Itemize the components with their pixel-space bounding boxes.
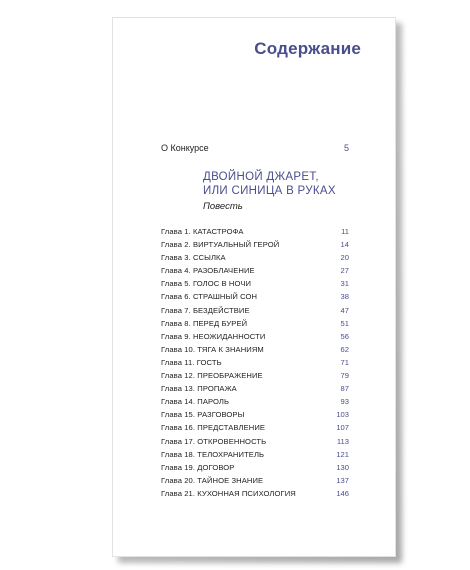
- chapter-list: [161, 227, 349, 502]
- chapter-page: 103: [336, 410, 349, 420]
- chapter-entry[interactable]: [161, 410, 349, 423]
- chapter-label: Глава 14. ПАРОЛЬ: [161, 397, 230, 407]
- chapter-label: Глава 18. ТЕЛОХРАНИТЕЛЬ: [161, 449, 265, 459]
- chapter-label: Глава 6. СТРАШНЫЙ СОН: [161, 292, 258, 302]
- chapter-page: 51: [340, 318, 349, 328]
- chapter-label: Глава 3. ССЫЛКА: [161, 253, 226, 263]
- chapter-entry[interactable]: [161, 384, 349, 397]
- chapter-label: Глава 15. РАЗГОВОРЫ: [161, 410, 245, 420]
- chapter-entry[interactable]: [161, 358, 349, 371]
- chapter-entry[interactable]: [161, 397, 349, 410]
- page-title: Содержание: [254, 39, 361, 58]
- chapter-entry[interactable]: [161, 240, 349, 253]
- story-title: [203, 170, 336, 198]
- chapter-page: 62: [340, 344, 349, 354]
- chapter-page: 56: [340, 331, 349, 341]
- chapter-entry[interactable]: [161, 279, 349, 292]
- chapter-entry[interactable]: [161, 371, 349, 384]
- story-title-line: ИЛИ СИНИЦА В РУКАХ: [203, 185, 336, 197]
- chapter-label: Глава 16. ПРЕДСТАВЛЕНИЕ: [161, 423, 266, 433]
- chapter-page: 87: [340, 384, 349, 394]
- chapter-label: Глава 17. ОТКРОВЕННОСТЬ: [161, 436, 267, 446]
- chapter-entry[interactable]: [161, 319, 349, 332]
- chapter-page: 93: [340, 397, 349, 407]
- chapter-entry[interactable]: [161, 332, 349, 345]
- chapter-label: Глава 2. ВИРТУАЛЬНЫЙ ГЕРОЙ: [161, 240, 280, 250]
- chapter-label: Глава 19. ДОГОВОР: [161, 462, 235, 472]
- chapter-label: Глава 9. НЕОЖИДАННОСТИ: [161, 331, 266, 341]
- chapter-page: 130: [336, 462, 349, 472]
- toc-entry-intro[interactable]: [161, 143, 349, 153]
- chapter-entry[interactable]: [161, 423, 349, 436]
- chapter-entry[interactable]: [161, 306, 349, 319]
- chapter-page: 79: [340, 371, 349, 381]
- chapter-label: Глава 1. КАТАСТРОФА: [161, 227, 244, 236]
- toc-entry-label: О Конкурсе: [161, 143, 209, 153]
- chapter-entry[interactable]: [161, 345, 349, 358]
- chapter-label: Глава 11. ГОСТЬ: [161, 357, 222, 367]
- chapter-label: Глава 5. ГОЛОС В НОЧИ: [161, 279, 252, 289]
- chapter-entry[interactable]: [161, 292, 349, 305]
- chapter-page: 137: [336, 475, 349, 485]
- chapter-entry[interactable]: [161, 476, 349, 489]
- chapter-entry[interactable]: [161, 266, 349, 279]
- chapter-page: 31: [340, 279, 349, 289]
- book-page: [112, 17, 396, 557]
- chapter-entry[interactable]: [161, 450, 349, 463]
- chapter-page: 113: [336, 436, 349, 446]
- chapter-label: Глава 20. ТАЙНОЕ ЗНАНИЕ: [161, 475, 264, 485]
- story-subtitle: Повесть: [203, 201, 243, 212]
- chapter-label: Глава 8. ПЕРЕД БУРЕЙ: [161, 318, 248, 328]
- chapter-page: 27: [340, 266, 349, 276]
- chapter-entry[interactable]: [161, 253, 349, 266]
- chapter-page: 146: [336, 488, 349, 498]
- chapter-label: Глава 12. ПРЕОБРАЖЕНИЕ: [161, 371, 263, 381]
- story-title-line: ДВОЙНОЙ ДЖАРЕТ,: [203, 171, 319, 183]
- chapter-entry[interactable]: [161, 489, 349, 502]
- chapter-entry[interactable]: [161, 437, 349, 450]
- chapter-page: 14: [340, 240, 349, 250]
- chapter-page: 121: [336, 449, 349, 459]
- chapter-label: Глава 13. ПРОПАЖА: [161, 384, 237, 394]
- chapter-page: 47: [340, 305, 349, 315]
- chapter-page: 107: [336, 423, 349, 433]
- chapter-entry[interactable]: [161, 227, 349, 240]
- chapter-page: 71: [340, 357, 349, 367]
- chapter-label: Глава 10. ТЯГА К ЗНАНИЯМ: [161, 344, 264, 354]
- chapter-page: 38: [340, 292, 349, 302]
- chapter-entry[interactable]: [161, 463, 349, 476]
- chapter-label: Глава 4. РАЗОБЛАЧЕНИЕ: [161, 266, 255, 276]
- chapter-label: Глава 7. БЕЗДЕЙСТВИЕ: [161, 305, 250, 315]
- chapter-page: 11: [341, 227, 349, 236]
- chapter-label: Глава 21. КУХОННАЯ ПСИХОЛОГИЯ: [161, 488, 296, 498]
- chapter-page: 20: [340, 253, 349, 263]
- toc-entry-page: 5: [343, 143, 349, 153]
